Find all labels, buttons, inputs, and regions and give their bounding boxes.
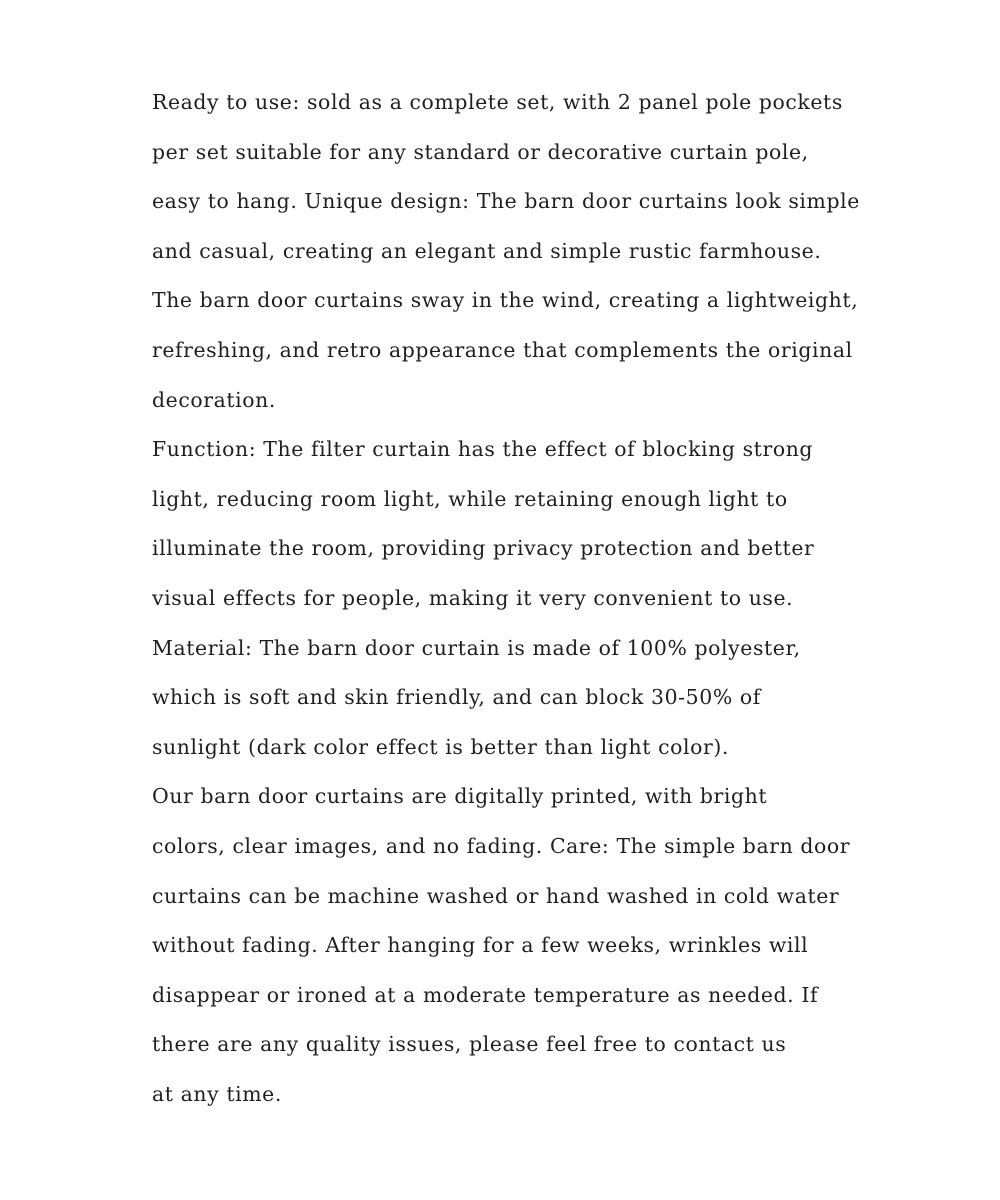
text-line: there are any quality issues, please feel free to contact us bbox=[152, 1032, 787, 1057]
text-line: illuminate the room, providing privacy protection and better bbox=[152, 536, 815, 561]
product-description bbox=[152, 78, 872, 1119]
text-line: light, reducing room light, while retaining enough light to bbox=[152, 486, 788, 511]
text-line: Function: The filter curtain has the effect of blocking strong bbox=[152, 437, 814, 462]
text-line: sunlight (dark color effect is better than light color). bbox=[152, 734, 729, 759]
text-line: easy to hang. Unique design: The barn door curtains look simple bbox=[152, 189, 860, 214]
text-line: refreshing, and retro appearance that complements the original bbox=[152, 337, 853, 362]
text-line: and casual, creating an elegant and simple rustic farmhouse. bbox=[152, 238, 822, 263]
text-line: Material: The barn door curtain is made of 100% polyester, bbox=[152, 635, 801, 660]
text-line: visual effects for people, making it very convenient to use. bbox=[152, 585, 794, 610]
text-line: Our barn door curtains are digitally printed, with bright bbox=[152, 784, 768, 809]
text-line: at any time. bbox=[152, 1081, 282, 1106]
text-line: which is soft and skin friendly, and can block 30-50% of bbox=[152, 685, 761, 710]
text-line: decoration. bbox=[152, 387, 276, 412]
text-line: The barn door curtains sway in the wind, creating a lightweight, bbox=[152, 288, 859, 313]
text-line: disappear or ironed at a moderate temperature as needed. If bbox=[152, 982, 819, 1007]
text-line: colors, clear images, and no fading. Care: The simple barn door bbox=[152, 833, 851, 858]
text-line: Ready to use: sold as a complete set, with 2 panel pole pockets bbox=[152, 90, 843, 114]
text-line: per set suitable for any standard or decorative curtain pole, bbox=[152, 139, 809, 164]
text-line: without fading. After hanging for a few weeks, wrinkles will bbox=[152, 933, 809, 958]
text-line: curtains can be machine washed or hand washed in cold water bbox=[152, 883, 840, 908]
